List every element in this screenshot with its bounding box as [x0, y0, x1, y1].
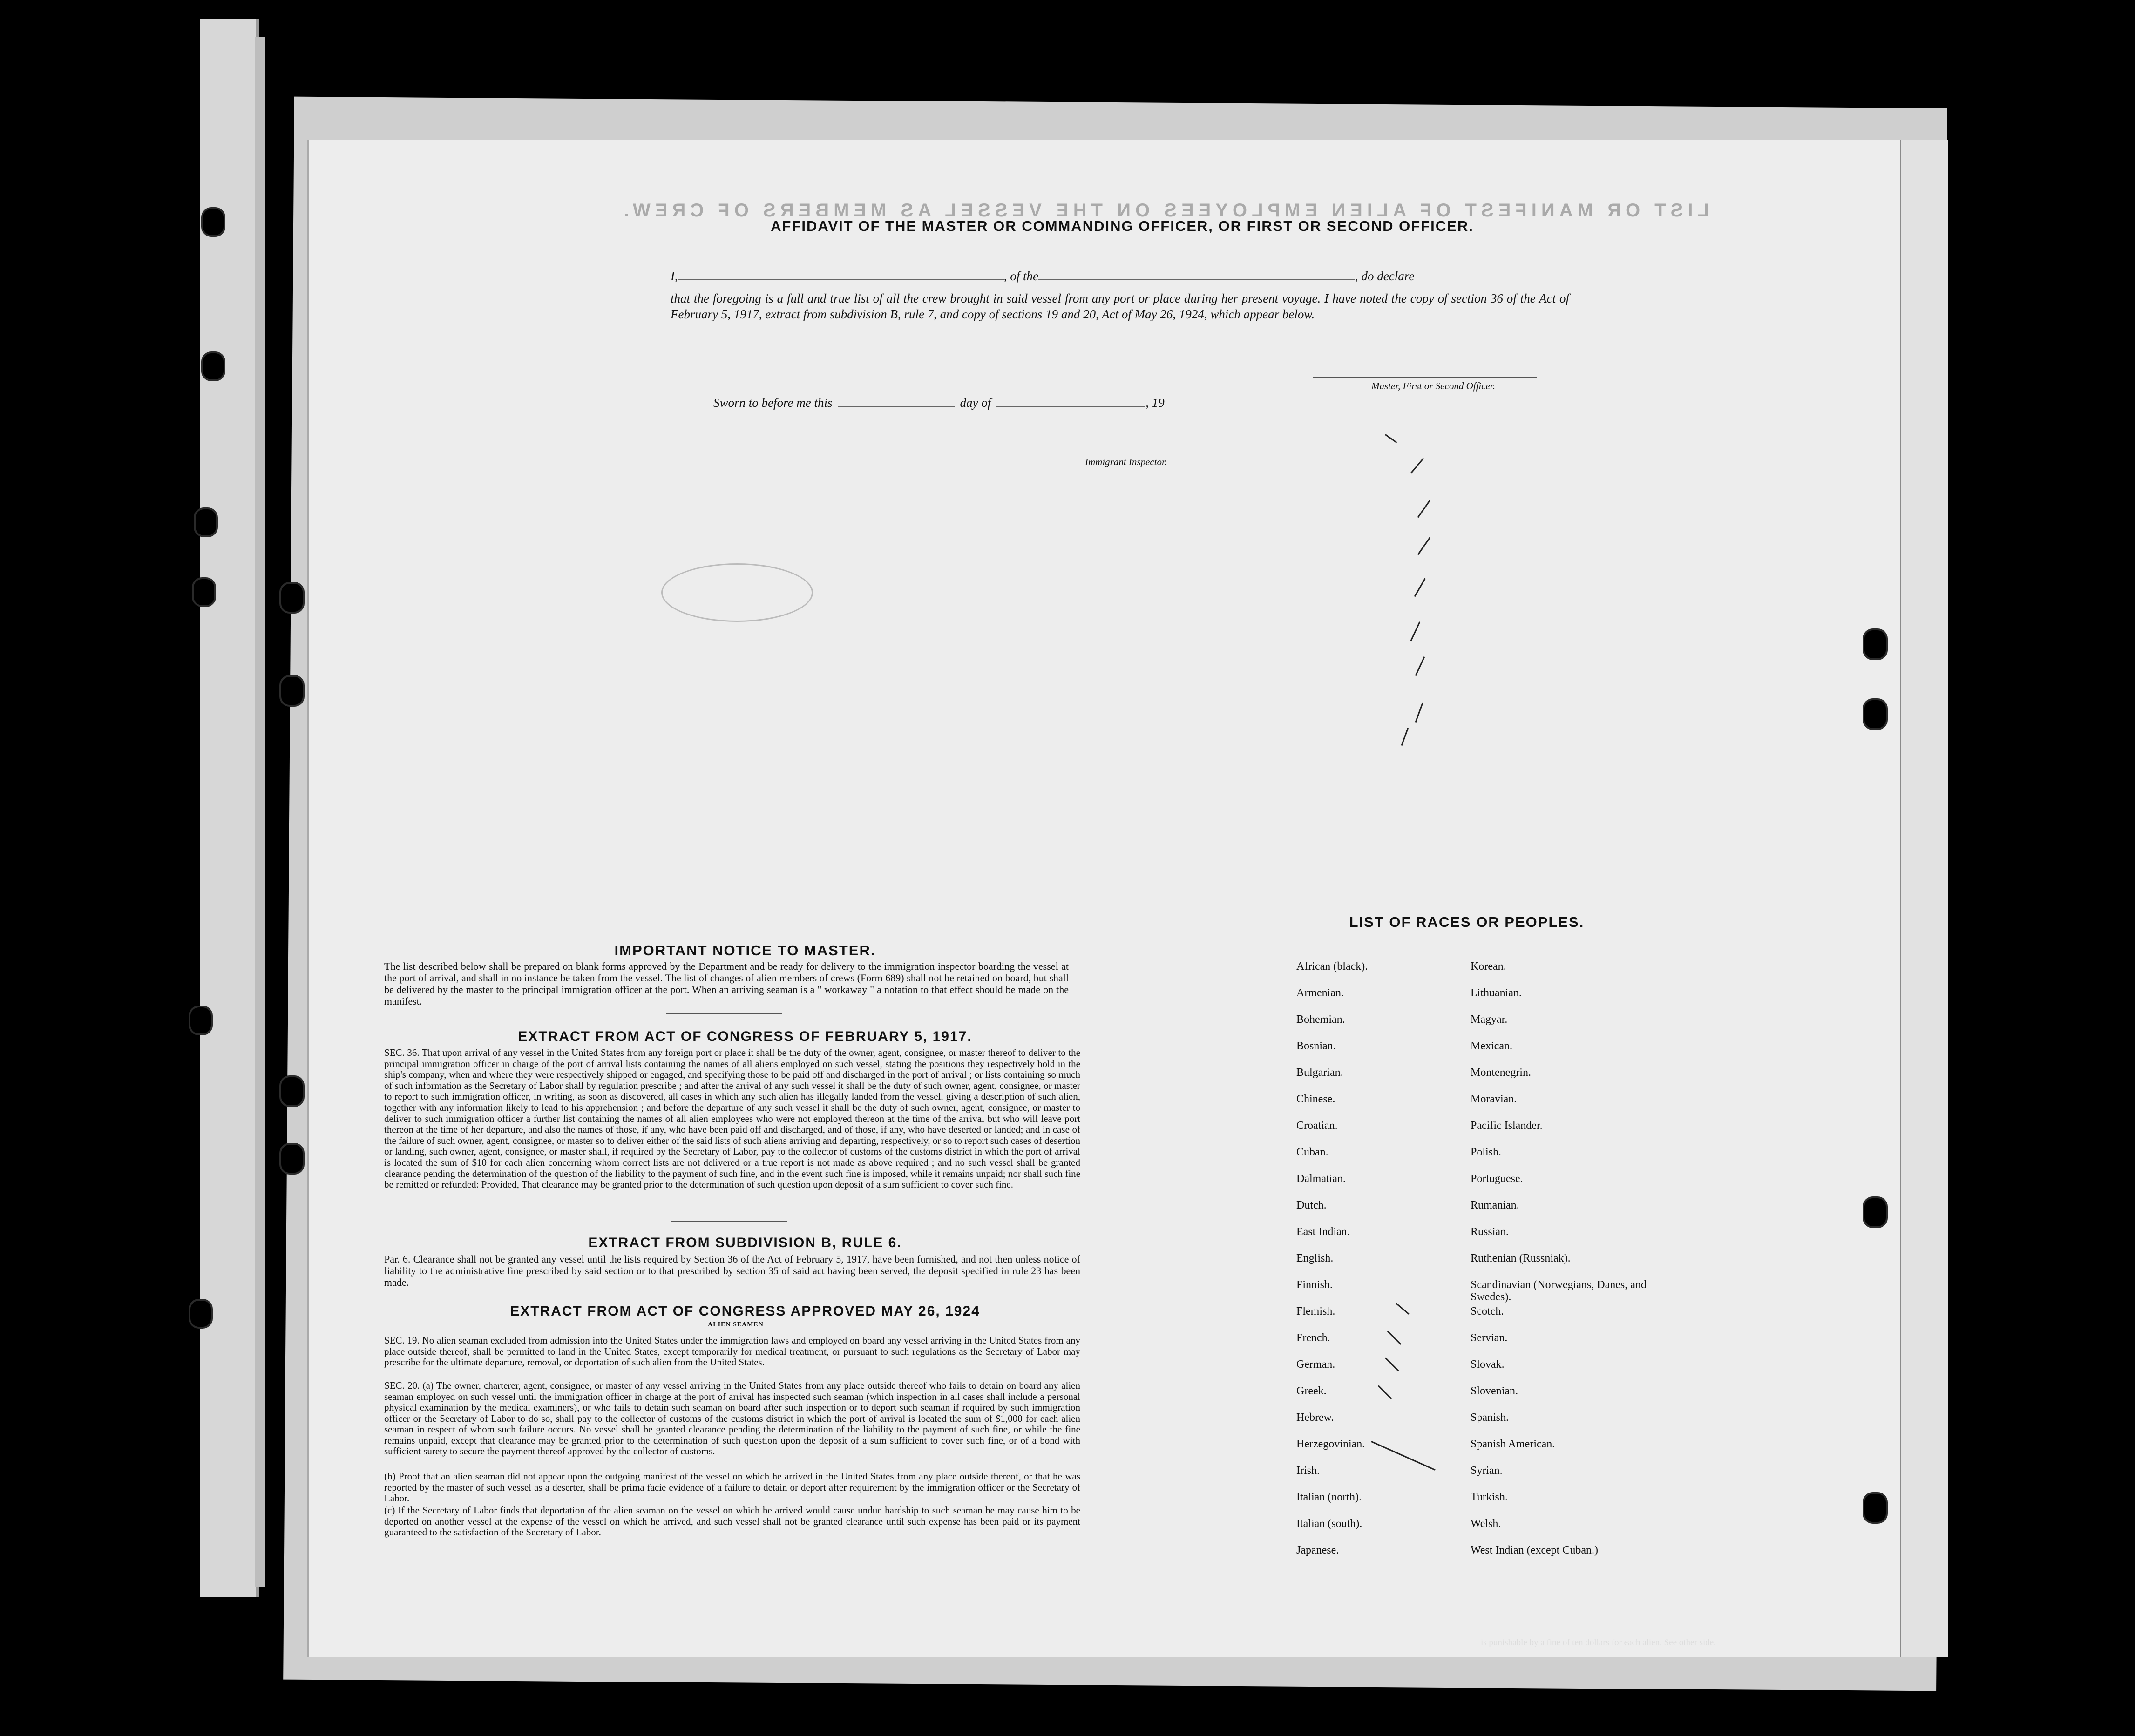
affidavit-title: AFFIDAVIT OF THE MASTER OR COMMANDING OFFICER, OR FIRST OR SECOND OFFICER.: [771, 218, 1474, 234]
race-item: Russian.: [1471, 1226, 1509, 1238]
immigrant-inspector-label: Immigrant Inspector.: [1085, 456, 1167, 467]
race-item: Irish.: [1296, 1465, 1320, 1477]
i-label: I,: [671, 269, 678, 283]
race-item: Bohemian.: [1296, 1013, 1345, 1026]
extract-1917-title: EXTRACT FROM ACT OF CONGRESS OF FEBRUARY 5, 1917.: [518, 1029, 972, 1044]
race-item: Moravian.: [1471, 1093, 1517, 1105]
extract-1917-text: SEC. 36. That upon arrival of any vessel in the United States from any foreign port or place it shall be the duty of the owner, agent, consignee, or master thereof to deliver to the principal immigration officer in charge of the port of arrival lists containing the names of all aliens employed on such vessel, stating the positions they respectively hold in the ship's company, when and where they were respectively shipped or engaged, and specifying those to be paid off and discharged in the port of arrival ; or lists containing so much of such information as the Secretary of Labor shall by regulation prescribe ; and after the arrival of any such vessel it shall be the duty of such owner, agent, consignee, or master to report to such immigration officer, in writing, as soon as discovered, all cases in which any such alien has illegally landed from the vessel, giving a description of such alien, together with any information likely to lead to his apprehension ; and before the departure of any such vessel it shall be the duty of such owner, agent, consignee, or master to deliver to such immigration officer a further list containing the names of all alien employees who were not employed thereon at the time of the arrival but who will leave port thereon at the time of her departure, and also the names of those, if any, who have been paid off and discharged, and of those, if any, who have deserted or landed; and in case of the failure of such owner, agent, consignee, or master so to deliver either of the said lists of such aliens arriving and departing, respectively, or so to report such cases of desertion or landing, such owner, agent, consignee, or master shall, if required by the Secretary of Labor, pay to the collector of customs of the customs district in which the port of arrival is located the sum of $10 for each alien concerning whom correct lists are not delivered or a true report is not made as above required ; and no such vessel shall be granted clearance pending the determination of the question of the liability to the payment of such fine, and in the event such fine is imposed, while it remains unpaid; nor shall such fine be remitted or refunded: Provided, That clearance may be granted prior to the determination of such question upon deposit of a sum sufficient to cover such fine.: [384, 1047, 1080, 1190]
day-of-label: day of: [960, 396, 991, 410]
race-item: Spanish.: [1471, 1412, 1509, 1424]
sheet-hole: [279, 675, 305, 707]
race-item: Croatian.: [1296, 1120, 1338, 1132]
extract-1924-sec19: SEC. 19. No alien seaman excluded from admission into the United States under the immigration laws and employed on board any vessel arriving in the United States from any place outside thereof, shall be permitted to land in the United States, except temporarily for medical treatment, or pursuant to such regulations as the Secretary of Labor may prescribe for the ultimate departure, removal, or deportation of such alien from the United States.: [384, 1335, 1080, 1368]
race-item: Bosnian.: [1296, 1040, 1336, 1052]
race-item: Rumanian.: [1471, 1199, 1519, 1211]
race-item: Italian (south).: [1296, 1518, 1362, 1530]
sheet-hole: [1863, 698, 1888, 730]
race-item: African (black).: [1296, 960, 1368, 973]
notice-title: IMPORTANT NOTICE TO MASTER.: [614, 942, 876, 959]
binder-hole: [201, 207, 225, 237]
year-prefix-label: , 19: [1145, 396, 1165, 410]
sheet-hole: [279, 1143, 305, 1175]
sheet-hole: [279, 582, 305, 614]
race-item: Spanish American.: [1471, 1438, 1555, 1450]
extract-1924-title: EXTRACT FROM ACT OF CONGRESS APPROVED MAY 26, 1924: [510, 1304, 980, 1319]
race-item: Syrian.: [1471, 1465, 1503, 1477]
section-divider: [666, 1013, 782, 1014]
races-title: LIST OF RACES OR PEOPLES.: [1349, 914, 1585, 930]
alien-seamen-subtitle: ALIEN SEAMEN: [708, 1321, 764, 1328]
race-item: Flemish.: [1296, 1305, 1335, 1317]
binder-hole: [201, 351, 225, 381]
race-item: Lithuanian.: [1471, 987, 1522, 999]
race-item: Italian (north).: [1296, 1491, 1362, 1503]
master-signature-line: [1313, 377, 1537, 378]
race-item: Servian.: [1471, 1332, 1508, 1344]
vessel-blank: [1038, 279, 1355, 280]
race-item: Slovenian.: [1471, 1385, 1518, 1397]
race-item: Armenian.: [1296, 987, 1344, 999]
sheet-hole: [279, 1075, 305, 1107]
extract-1924-sec20c: (c) If the Secretary of Labor finds that deportation of the alien seaman on the vessel on which he arrived would cause undue hardship to such seaman he may cause him to be deported on another vessel at the expense of the vessel on which he arrived, and such vessel shall not be granted clearance until such expense has been paid or its payment guaranteed to the satisfaction of the Secretary of Labor.: [384, 1505, 1080, 1538]
race-item: Bulgarian.: [1296, 1067, 1343, 1079]
race-item: English.: [1296, 1252, 1334, 1264]
race-item: Mexican.: [1471, 1040, 1512, 1052]
extract-1924-sec20b: (b) Proof that an alien seaman did not appear upon the outgoing manifest of the vessel on which he arrived in the United States from any place outside thereof, or that he was reported by the master of such vessel as a deserter, shall be prima facie evidence of a failure to detain or deport after requirement by the immigration officer or the Secretary of Labor.: [384, 1471, 1080, 1504]
race-item: Finnish.: [1296, 1279, 1333, 1291]
race-item: Pacific Islander.: [1471, 1120, 1543, 1132]
sworn-line: [713, 396, 1165, 410]
race-item: Dutch.: [1296, 1199, 1327, 1211]
race-item: Ruthenian (Russniak).: [1471, 1252, 1571, 1264]
race-item: Montenegrin.: [1471, 1067, 1531, 1079]
race-item: Greek.: [1296, 1385, 1327, 1397]
race-item: Welsh.: [1471, 1518, 1501, 1530]
master-signature-label: Master, First or Second Officer.: [1371, 380, 1495, 392]
race-item: French.: [1296, 1332, 1330, 1344]
binder-edge: [200, 19, 259, 1597]
race-item: Japanese.: [1296, 1544, 1339, 1556]
bleed-through-header: LIST OR MANIFEST OF ALIEN EMPLOYEES ON THE VESSEL AS MEMBERS OF CREW.: [619, 200, 1709, 221]
race-item: Cuban.: [1296, 1146, 1328, 1158]
race-item: Turkish.: [1471, 1491, 1508, 1503]
sheet-hole: [1863, 628, 1888, 660]
sworn-month-blank: [996, 406, 1145, 407]
do-declare-label: , do declare: [1355, 269, 1415, 283]
affidavit-line-1: [671, 269, 1414, 284]
race-item: Polish.: [1471, 1146, 1502, 1158]
race-item: German.: [1296, 1358, 1335, 1371]
race-item: Scandinavian (Norwegians, Danes, and Swedes).: [1471, 1279, 1647, 1303]
race-item: Chinese.: [1296, 1093, 1335, 1105]
race-item: Magyar.: [1471, 1013, 1508, 1026]
sworn-label: Sworn to before me this: [713, 396, 833, 410]
races-column-1: [1296, 960, 1483, 1571]
race-item: Slovak.: [1471, 1358, 1505, 1371]
race-item: Portuguese.: [1471, 1173, 1523, 1185]
extract-1924-sec20a: SEC. 20. (a) The owner, charterer, agent, consignee, or master of any vessel arriving in the United States from any place outside thereof who fails to detain on board any alien seaman employed on such vessel until the immigration officer in charge at the port of arrival has inspected such seaman (which inspection in all cases shall include a personal physical examination by the medical examiners), or who fails to detain such seaman on board after such inspection or to deport such seaman if required by such immigration officer or the Secretary of Labor to do so, shall pay to the collector of customs of the customs district in which the port of arrival is located the sum of $1,000 for each alien seaman in respect of whom such failure occurs. No vessel shall be granted clearance pending the determination of the liability to the payment of such fine, or while the fine remains unpaid, except that clearance may be granted prior to the determination of such question upon the deposit of a sum sufficient to cover such fine, or of a bond with sufficient surety to secure the payment thereof approved by the collector of customs.: [384, 1380, 1080, 1457]
race-item: Scotch.: [1471, 1305, 1504, 1317]
binder-hole: [194, 507, 218, 537]
binder-hole: [189, 1299, 213, 1329]
sheet-right-edge: [1900, 140, 1948, 1657]
notice-text: The list described below shall be prepared on blank forms approved by the Department and be ready for delivery to the immigration inspector boarding the vessel at the port of arrival, and shall in no instance be taken from the vessel. The list of changes of alien members of crews (Form 689) shall not be retained on board, but shall be delivered by the master to the principal immigration officer at the port. When an arriving seaman is a " workaway " a notation to that effect should be made on the manifest.: [384, 960, 1069, 1007]
of-the-label: , of the: [1003, 269, 1038, 283]
race-item: Hebrew.: [1296, 1412, 1334, 1424]
binder-strip: [255, 37, 265, 1587]
sworn-day-blank: [838, 406, 955, 407]
races-column-2: [1471, 960, 1666, 1571]
race-item: Herzegovinian.: [1296, 1438, 1365, 1450]
sheet-hole: [1863, 1196, 1888, 1228]
rule6-text: Par. 6. Clearance shall not be granted any vessel until the lists required by Section 36 of the Act of February 5, 1917, have been furnished, and not then unless notice of liability to the administrative fine prescribed by said section or to that prescribed by section 35 of said act having been served, the deposit specified in rule 23 has been made.: [384, 1253, 1080, 1288]
footer-note: is punishable by a fine of ten dollars for each alien. See other side.: [1481, 1638, 1716, 1648]
faint-stamp: [661, 563, 813, 622]
binder-hole: [189, 1006, 213, 1035]
affidavit-body: that the foregoing is a full and true list of all the crew brought in said vessel from any port or place during her present voyage. I have noted the copy of section 36 of the Act of February 5, 1917, extract from subdivision B, rule 7, and copy of sections 19 and 20, Act of May 26, 1924, which appear below.: [671, 291, 1569, 321]
race-item: West Indian (except Cuban.): [1471, 1544, 1598, 1556]
name-blank: [678, 279, 1004, 280]
binder-hole: [192, 577, 216, 607]
race-item: Korean.: [1471, 960, 1506, 973]
section-divider: [671, 1221, 787, 1222]
race-item: Dalmatian.: [1296, 1173, 1346, 1185]
race-item: East Indian.: [1296, 1226, 1350, 1238]
rule6-title: EXTRACT FROM SUBDIVISION B, RULE 6.: [588, 1235, 902, 1250]
sheet-hole: [1863, 1492, 1888, 1524]
